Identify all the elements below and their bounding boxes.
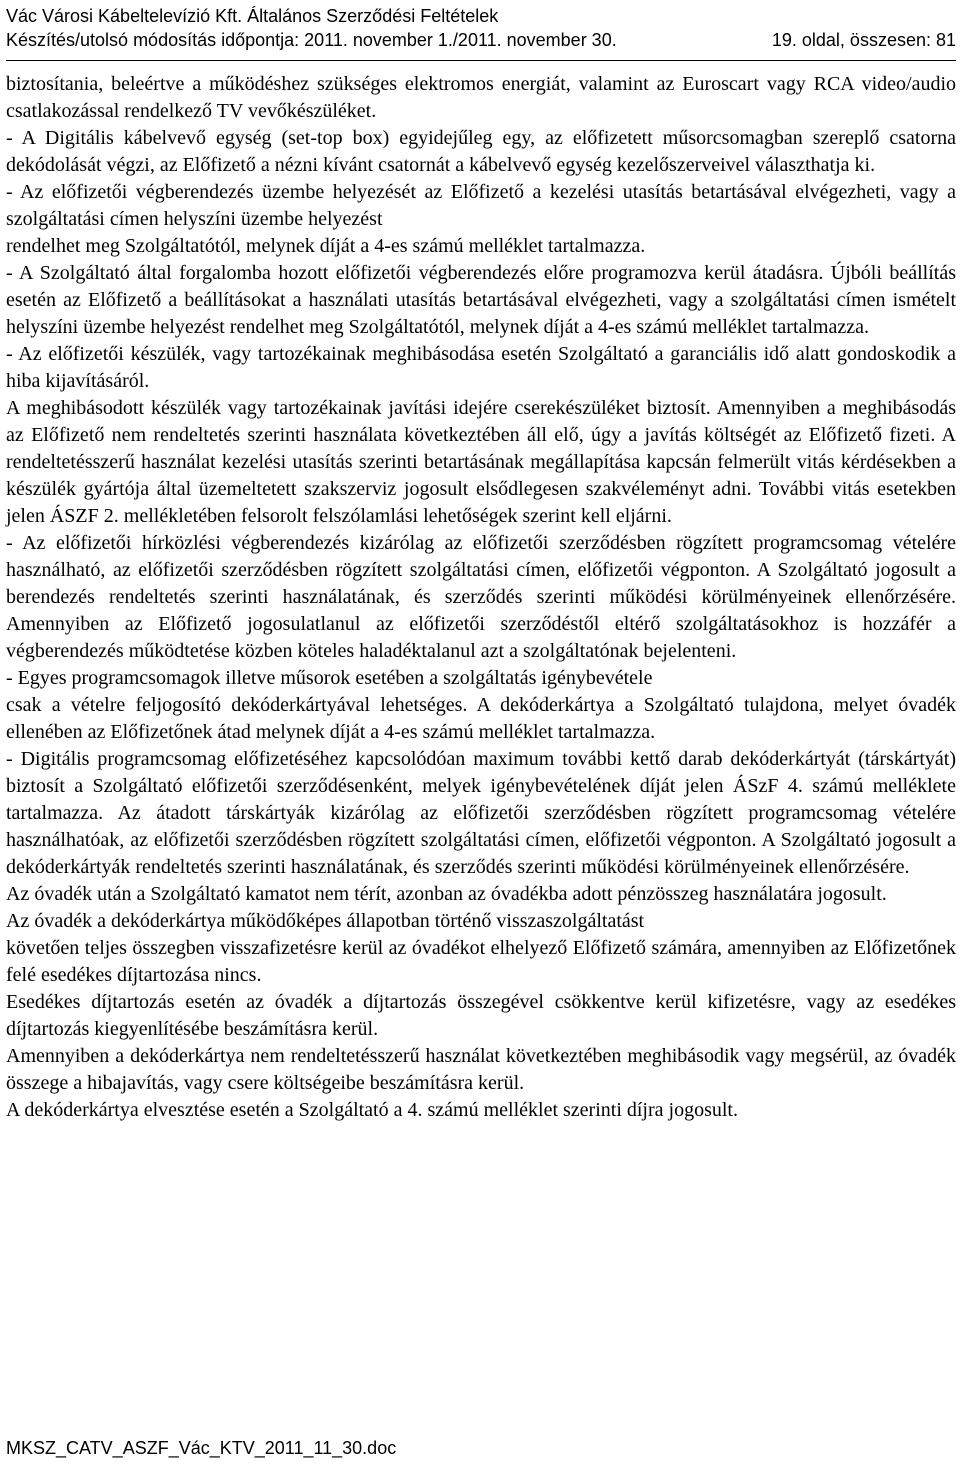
paragraph: A meghibásodott készülék vagy tartozékainak javítási idejére cserekészüléket biztosít. Amennyiben a meghibásodás az Előfizető nem rendeltetés szerinti használata következtében áll elő, úgy a javítás költségét az Előfizető fizeti. A rendeltetésszerű használat kezelési utasítás szerinti betartásának megállapítása kapcsán felmerült vitás kérdésekben a készülék gyártója által üzemeltetett szakszerviz jogosult elsődlegesen szakvéleményt adni. További vitás esetekben jelen ÁSZF 2. mellékletében felsorolt felszólamlási lehetőségek szerint kell eljárni. (6, 397, 956, 527)
paragraph: Az óvadék a dekóderkártya működőképes állapotban történő visszaszolgáltatást (6, 910, 645, 932)
paragraph: - A Szolgáltató által forgalomba hozott előfizetői végberendezés előre programozva kerül átadásra. Újbóli beállítás esetén az Előfizető a beállításokat a használati utasítás betartásával elvégezheti, vagy a szolgáltatási címen ismételt helyszíni üzembe helyezést rendelhet meg Szolgáltatótól, melynek díját a 4-es számú melléklet tartalmazza. (6, 262, 956, 338)
paragraph: - Az előfizetői hírközlési végberendezés kizárólag az előfizetői szerződésben rögzített programcsomag vételére használható, az előfizetői szerződésben rögzített szolgáltatási címen, előfizetői végponton. A Szolgáltató jogosult a berendezés rendeltetés szerinti használatának, és szerződés szerinti működési körülményeinek ellenőrzésére. Amennyiben az Előfizető jogosulatlanul az előfizetői szerződéstől eltérő szolgáltatásokhoz is hozzáfér a végberendezés működtetése közben köteles haladéktalanul azt a szolgáltatónak bejelenteni. (6, 532, 956, 662)
paragraph: Az óvadék után a Szolgáltató kamatot nem térít, azonban az óvadékba adott pénzösszeg használatára jogosult. (6, 883, 887, 905)
paragraph: követően teljes összegben visszafizetésre kerül az óvadékot elhelyező Előfizető számára, amennyiben az Előfizetőnek felé esedékes díjtartozása nincs. (6, 937, 956, 986)
header-meta-row (6, 28, 956, 52)
paragraph: - Digitális programcsomag előfizetéséhez kapcsolódóan maximum további kettő darab dekóderkártyát (társkártyát) biztosít a Szolgáltató előfizetői szerződésenként, melyek igénybevételének díját jelen ÁSzF 4. számú melléklete tartalmazza. Az átadott társkártyák kizárólag az előfizetői szerződésben rögzített programcsomag vételére használhatóak, az előfizetői szerződésben rögzített szolgáltatási címen, előfizetői végponton. A Szolgáltató jogosult a dekóderkártyák rendeltetés szerinti használatának, és szerződés szerinti működési körülményeinek ellenőrzésére. (6, 748, 956, 878)
paragraph: - Egyes programcsomagok illetve műsorok esetében a szolgáltatás igénybevétele (6, 667, 653, 689)
paragraph: - A Digitális kábelvevő egység (set-top box) egyidejűleg egy, az előfizetett műsorcsomagban szereplő csatorna dekódolását végzi, az Előfizető a nézni kívánt csatornát a kábelvevő egység kezelőszerveivel választhatja ki. (6, 127, 956, 176)
document-title: Vác Városi Kábeltelevízió Kft. Általános Szerződési Feltételek (6, 6, 499, 26)
modification-date: Készítés/utolsó módosítás időpontja: 2011. november 1./2011. november 30. (6, 30, 617, 50)
paragraph: csak a vételre feljogosító dekóderkártyával lehetséges. A dekóderkártya a Szolgáltató tulajdona, melyet óvadék ellenében az Előfizetőnek átad melynek díját a 4-es számú melléklet tartalmazza. (6, 694, 956, 743)
paragraph: A dekóderkártya elvesztése esetén a Szolgáltató a 4. számú melléklet szerinti díjra jogosult. (6, 1099, 738, 1121)
paragraph: - Az előfizetői készülék, vagy tartozékainak meghibásodása esetén Szolgáltató a garanciális idő alatt gondoskodik a hiba kijavításáról. (6, 343, 956, 392)
paragraph: rendelhet meg Szolgáltatótól, melynek díját a 4-es számú melléklet tartalmazza. (6, 235, 646, 257)
paragraph: Esedékes díjtartozás esetén az óvadék a díjtartozás összegével csökkentve kerül kifizetésre, vagy az esedékes díjtartozás kiegyenlítésébe beszámításra kerül. (6, 991, 956, 1040)
paragraph: Amennyiben a dekóderkártya nem rendeltetésszerű használat következtében meghibásodik vagy megsérül, az óvadék összege a hibajavítás, vagy csere költségeibe beszámításra kerül. (6, 1045, 956, 1094)
paragraph: biztosítania, beleértve a működéshez szükséges elektromos energiát, valamint az Euroscart vagy RCA video/audio csatlakozással rendelkező TV vevőkészüléket. (6, 73, 956, 122)
page-number: 19. oldal, összesen: 81 (771, 30, 956, 50)
header-divider (6, 60, 956, 61)
paragraph: - Az előfizetői végberendezés üzembe helyezését az Előfizető a kezelési utasítás betartásával elvégezheti, vagy a szolgáltatási címen helyszíni üzembe helyezést (6, 181, 956, 230)
page-header (6, 4, 956, 52)
document-body (6, 71, 956, 1124)
footer-filename: MKSZ_CATV_ASZF_Vác_KTV_2011_11_30.doc (6, 1438, 397, 1458)
